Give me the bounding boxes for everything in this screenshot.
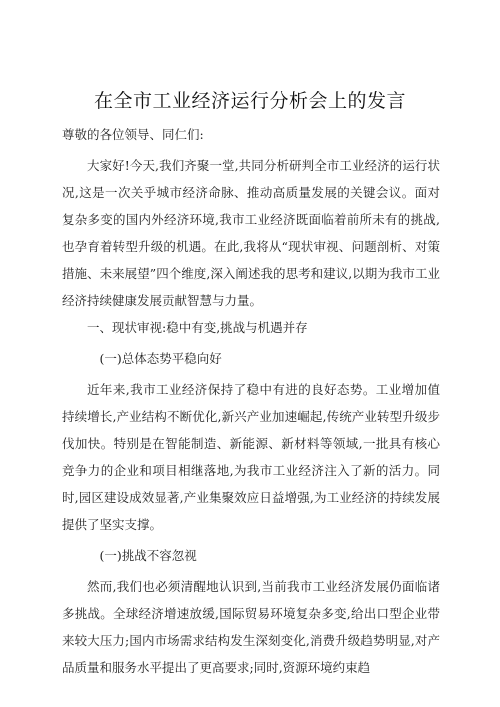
salutation: 尊敬的各位领导、同仁们: [62, 127, 204, 142]
section-heading-1: 一、现状审视:稳中有变,挑战与机遇并存 [87, 320, 308, 335]
document-title: 在全市工业经济运行分析会上的发言 [93, 90, 406, 112]
subsection-paragraph-1: 近年来,我市工业经济保持了稳中有进的良好态势。工业增加值持续增长,产业结构不断优化,新兴产业加速崛起,传统产业转型升级步伐加快。特别是在智能制造、新能源、新材料等领域,一批具有核心竞争力的企业和项目相继落地,为我市工业经济注入了新的活力。同时,园区建设成效显著,产业集聚效应日益增强,为工业经济的持续发展提供了坚实支撑。 [62, 382, 440, 532]
subsection-paragraph-2: 然而,我们也必须清醒地认识到,当前我市工业经济发展仍面临诸多挑战。全球经济增速放缓,国际贸易环境复杂多变,给出口型企业带来较大压力;国内市场需求结构发生深刻变化,消费升级趋势明显,对产品质量和服务水平提出了更高要求;同时,资源环境约束趋 [62, 579, 440, 675]
subsection-heading-1: (一)总体态势平稳向好 [99, 351, 222, 366]
subsection-heading-2: (一)挑战不容忽视 [99, 548, 197, 563]
document-body [62, 124, 440, 681]
intro-paragraph: 大家好!今天,我们齐聚一堂,共同分析研判全市工业经济的运行状况,这是一次关乎城市经济命脉、推动高质量发展的关键会议。面对复杂多变的国内外经济环境,我市工业经济既面临着前所未有的挑战,也孕育着转型升级的机遇。在此,我将从“现状审视、问题剖析、对策措施、未来展望”四个维度,深入阐述我的思考和建议,以期为我市工业经济持续健康发展贡献智慧与力量。 [62, 158, 440, 308]
